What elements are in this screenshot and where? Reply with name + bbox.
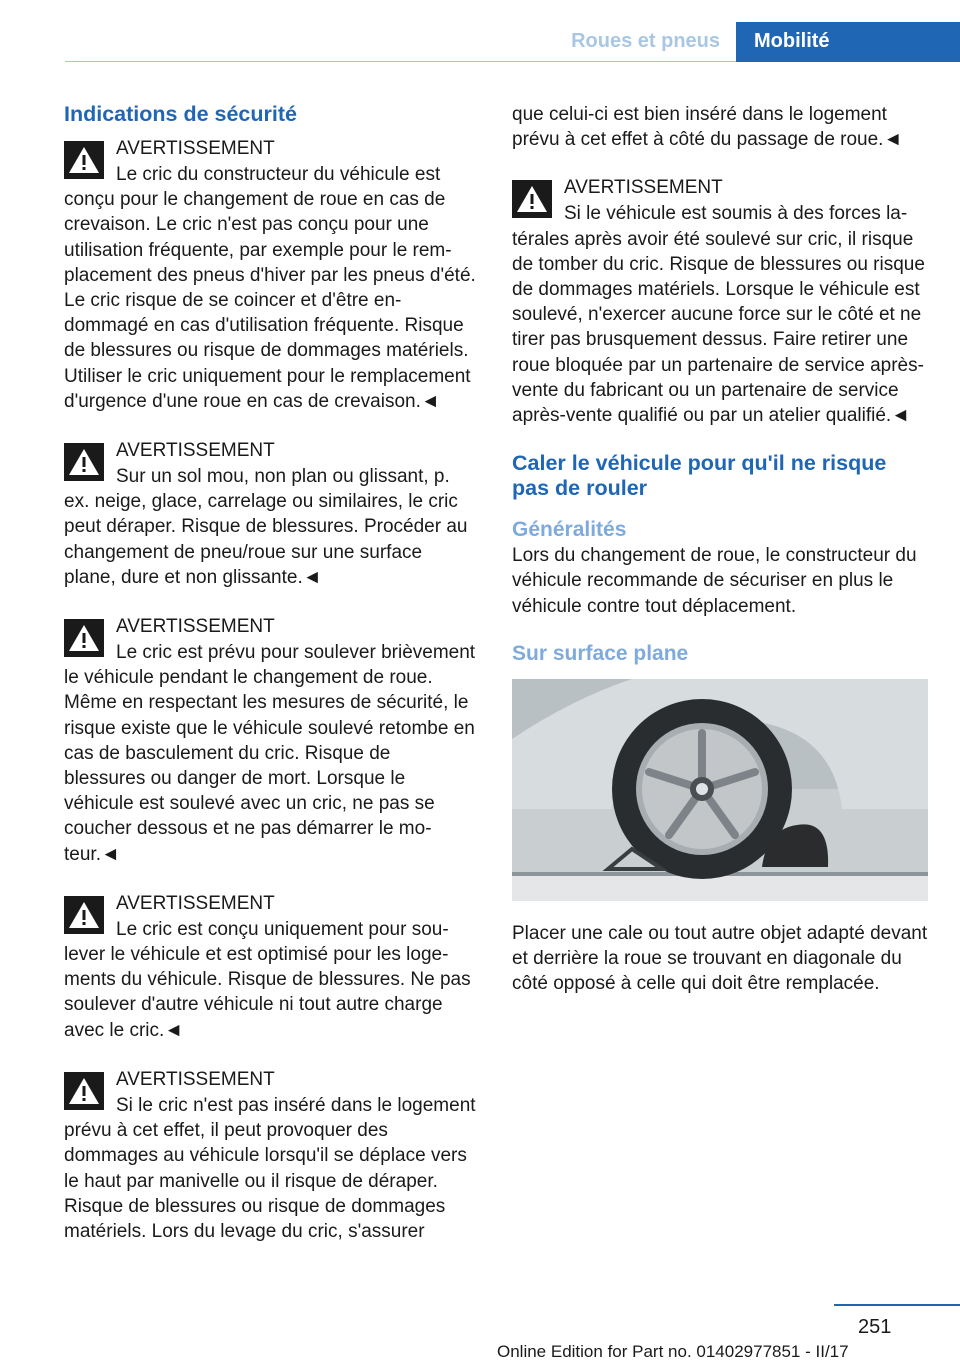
- warning-title: AVERTISSEMENT: [116, 616, 275, 638]
- warning-block: [64, 437, 476, 590]
- footer-rule: [834, 1304, 960, 1306]
- warning-triangle-icon: [64, 443, 104, 481]
- warning-title: AVERTISSEMENT: [116, 440, 275, 462]
- section-heading-safety: Indications de sécurité: [64, 102, 297, 126]
- warning-title: AVERTISSEMENT: [116, 892, 275, 914]
- header-section-title: Roues et pneus: [571, 30, 720, 52]
- flat-surface-paragraph: Placer une cale ou tout autre objet adapté devant et derrière la roue se trouvant en diagonale du côté opposé à celle qui doit être remplacée.: [512, 922, 928, 995]
- header-rule: [65, 61, 736, 62]
- continuation-text: que celui-ci est bien inséré dans le logement prévu à cet effet à côté du passage de roue.◄: [512, 104, 903, 151]
- subheading-general: Généralités: [512, 518, 627, 542]
- warning-text: Le cric est prévu pour soulever brièvement le véhicule pendant le changement de roue. Même en respectant les mesures de sécurité, le risque existe que le véhicule soulevé retombe en cas de basculement du cric. Risque de blessures ou danger de mort. Lorsque le véhicule est soulevé avec un cric, ne pas se coucher dessous et ne pas démarrer le moteur.◄: [64, 642, 476, 865]
- warning-text: Sur un sol mou, non plan ou glissant, p. ex. neige, glace, carrelage ou similaires, le cric peut déraper. Risque de blessures. Procéder au changement de pneu/roue sur une surface plane, dure et non glissante.◄: [64, 466, 468, 588]
- section-heading-chock: Caler le véhicule pour qu'il ne risque pas de rouler: [512, 451, 887, 501]
- general-paragraph: Lors du changement de roue, le constructeur du véhicule recommande de sécuriser en plus le véhicule contre tout déplacement.: [512, 545, 917, 617]
- warning-block: [64, 1066, 476, 1244]
- subheading-flat-surface: Sur surface plane: [512, 641, 689, 665]
- edition-line: Online Edition for Part no. 01402977851 - II/17: [497, 1342, 849, 1361]
- warning-triangle-icon: [64, 896, 104, 934]
- page-number: 251: [858, 1316, 892, 1338]
- warning-text: Si le véhicule est soumis à des forces latérales après avoir été soulevé sur cric, il risque de tomber du cric. Risque de blessures ou risque de dommages matériels. Lorsque le véhicule est soulevé, n'exercer aucune force sur le côté et ne tirer pas brusquement dessus. Faire retirer une roue bloquée par un partenaire de service après-vente du fabricant ou un partenaire de service après-vente qualifié ou par un atelier qualifié.◄: [512, 203, 925, 427]
- warning-title: AVERTISSEMENT: [116, 1068, 275, 1090]
- warning-block: [64, 135, 476, 414]
- warning-text: Si le cric n'est pas inséré dans le logement prévu à cet effet, il peut provoquer des dommages au véhicule lorsqu'il se déplace vers le haut par manivelle ou il risque de déraper. Risque de blessures ou risque de dommages matériels. Lors du levage du cric, s'assurer: [64, 1094, 476, 1242]
- warning-title: AVERTISSEMENT: [564, 177, 723, 199]
- warning-block: [512, 174, 928, 428]
- left-column: [64, 102, 476, 1267]
- page-header: [0, 0, 960, 62]
- warning-triangle-icon: [512, 180, 552, 218]
- warning-text: Le cric du constructeur du véhicule est conçu pour le changement de roue en cas de crevaison. Le cric n'est pas conçu pour une utilisation fréquente, par exemple pour le remplacement des pneus d'hiver par les pneus d'été. Le cric risque de se coincer et d'être endommagé en cas d'utilisation fréquente. Risque de blessures ou risque de dommages matériels. Utiliser le cric uniquement pour le remplacement d'urgence d'une roue en cas de crevaison.◄: [64, 164, 476, 412]
- warning-title: AVERTISSEMENT: [116, 138, 275, 159]
- warning-block: [64, 613, 476, 867]
- warning-block: [64, 890, 476, 1043]
- warning-triangle-icon: [64, 141, 104, 179]
- warning-text: Le cric est conçu uniquement pour soulever le véhicule et est optimisé pour les logements du véhicule. Risque de blessures. Ne pas soulever d'autre véhicule ni tout autre charge avec le cric.◄: [64, 918, 471, 1041]
- right-column: [512, 102, 928, 996]
- warning-triangle-icon: [64, 619, 104, 657]
- wheel-chock-illustration: [512, 679, 928, 901]
- warning-triangle-icon: [64, 1072, 104, 1110]
- header-chapter-tab: Mobilité: [736, 22, 960, 62]
